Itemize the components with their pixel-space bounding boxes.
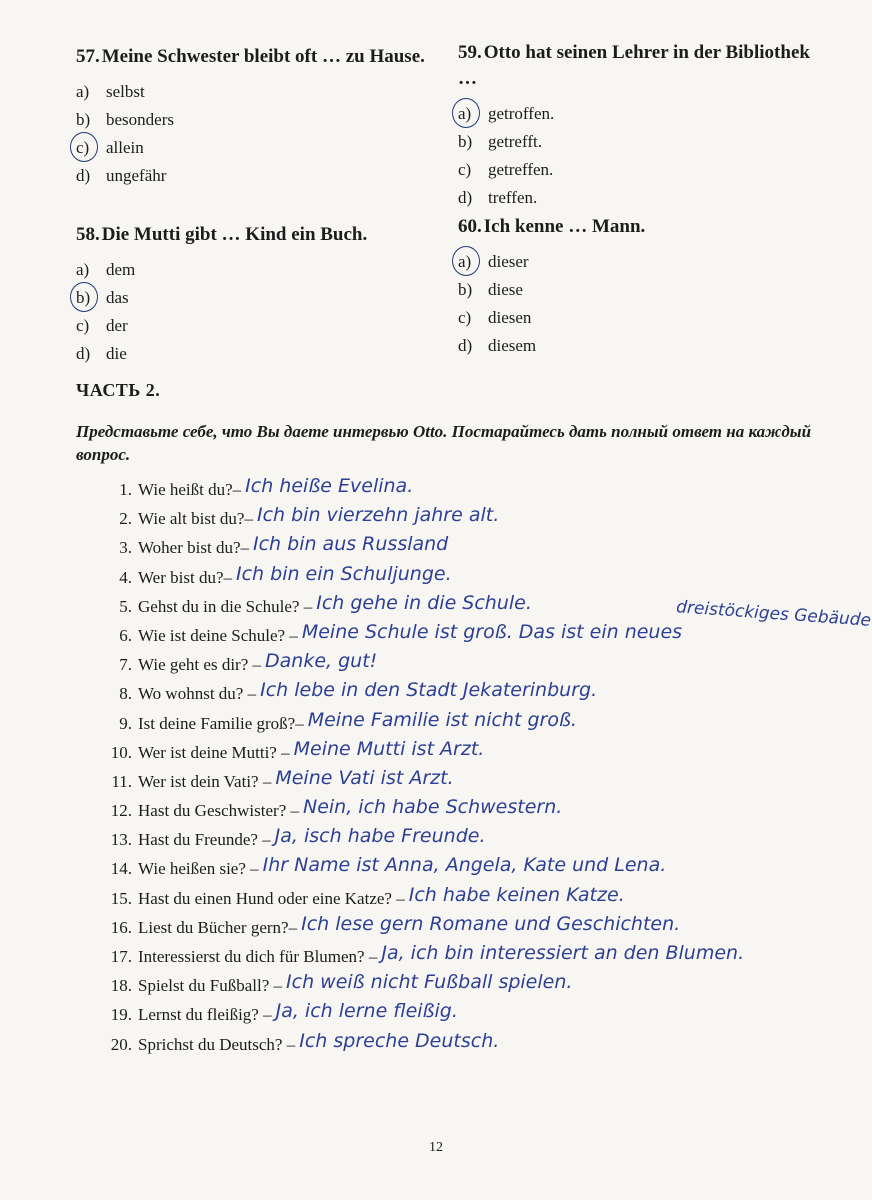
- interview-row: [104, 796, 864, 825]
- interview-row: [104, 1000, 864, 1029]
- interview-row: [104, 475, 864, 504]
- handwritten-answer: Meine Familie ist nicht groß.: [307, 708, 577, 731]
- handwritten-answer: Meine Vati ist Arzt.: [275, 766, 454, 789]
- handwritten-answer: Ich weiß nicht Fußball spielen.: [286, 971, 573, 994]
- question-number: 58.: [76, 224, 100, 245]
- question-stem: 59. Otto hat seinen Lehrer in der Bibliothek …: [458, 42, 810, 89]
- question-stem: 58. Die Mutti gibt … Kind ein Buch.: [76, 224, 368, 245]
- interview-row: [104, 621, 864, 650]
- question-stem: 57. Meine Schwester bleibt oft … zu Hause.: [76, 46, 425, 67]
- option-list: [458, 248, 828, 360]
- interview-row: [104, 563, 864, 592]
- handwritten-answer: Ich habe keinen Katze.: [408, 883, 625, 906]
- question-number: 15.: [110, 888, 132, 908]
- interview-list: [104, 475, 864, 1059]
- option-letter: d): [76, 166, 91, 185]
- question-number: 57.: [76, 46, 100, 67]
- option-letter: b): [458, 280, 473, 299]
- question-number: 19.: [110, 1005, 132, 1025]
- interview-row: [104, 709, 864, 738]
- handwritten-answer: Nein, ich habe Schwestern.: [303, 796, 563, 819]
- handwritten-answer: Meine Mutti ist Arzt.: [293, 737, 485, 760]
- interview-row: [104, 533, 864, 562]
- handwritten-answer: Ich lese gern Romane und Geschichten.: [301, 912, 681, 935]
- interview-row: [104, 913, 864, 942]
- interview-question: Wie ist deine Schule? –: [138, 625, 298, 645]
- handwritten-answer: Ihr Name ist Anna, Angela, Kate und Lena.: [262, 854, 667, 877]
- option-text: ungefähr: [106, 166, 167, 185]
- option-letter: b): [76, 110, 91, 129]
- interview-question: Ist deine Familie groß?–: [138, 713, 304, 733]
- option-text: das: [106, 288, 129, 307]
- section-instruction: Представьте себе, что Вы даете интервью Otto. Постарайтесь дать полный ответ на каждый вопрос.: [76, 422, 812, 464]
- interview-question: Interessierst du dich für Blumen? –: [138, 947, 378, 966]
- interview-question: Gehst du in die Schule? –: [138, 596, 313, 616]
- interview-question: Spielst du Fußball? –: [138, 976, 283, 996]
- option-text: allein: [106, 138, 144, 157]
- option-text: der: [106, 316, 128, 335]
- option-item: [458, 100, 828, 128]
- option-text: dem: [106, 260, 136, 279]
- question-60: [458, 214, 828, 360]
- question-number: 4.: [119, 567, 132, 587]
- option-letter: b): [76, 284, 100, 312]
- interview-question: Wie heißt du?–: [138, 480, 242, 499]
- question-number: 7.: [119, 655, 132, 675]
- handwritten-answer: Ich spreche Deutsch.: [299, 1029, 500, 1052]
- handwritten-answer: Ich bin aus Russland: [253, 533, 449, 556]
- handwritten-answer: Ja, ich bin interessiert an den Blumen.: [381, 942, 745, 964]
- interview-question: Wie heißen sie? –: [138, 859, 259, 879]
- interview-question: Liest du Bücher gern?–: [138, 917, 298, 937]
- answer-circle-mark: [452, 246, 480, 276]
- question-number: 3.: [119, 538, 132, 558]
- option-item: [458, 248, 828, 276]
- handwritten-answer: Ich heiße Evelina.: [245, 475, 414, 497]
- question-57: [76, 44, 446, 190]
- interview-row: [104, 884, 864, 913]
- option-letter: a): [458, 248, 482, 276]
- option-item: [76, 312, 446, 340]
- interview-question: Wie geht es dir? –: [138, 655, 261, 675]
- option-text: getreffen.: [488, 160, 554, 179]
- interview-question: Wer ist deine Mutti? –: [138, 742, 290, 762]
- interview-row: [104, 767, 864, 796]
- option-letter: a): [458, 100, 482, 128]
- question-number: 16.: [110, 917, 132, 937]
- question-number: 9.: [119, 713, 132, 733]
- option-text: getrefft.: [488, 132, 542, 151]
- handwritten-answer: Ich lebe in den Stadt Jekaterinburg.: [260, 679, 598, 702]
- interview-row: [104, 504, 864, 533]
- option-letter: c): [458, 160, 472, 179]
- interview-row: [104, 1030, 864, 1059]
- interview-question: Woher bist du?–: [138, 538, 249, 558]
- option-letter: a): [76, 260, 90, 279]
- question-number: 13.: [110, 830, 132, 850]
- question-number: 2.: [119, 509, 132, 529]
- option-item: [458, 184, 828, 212]
- question-number: 1.: [119, 480, 132, 499]
- page-number: 12: [429, 1140, 443, 1155]
- option-item: [76, 134, 446, 162]
- option-item: [458, 128, 828, 156]
- question-number: 14.: [110, 859, 132, 879]
- interview-row: [104, 854, 864, 883]
- interview-question: Hast du einen Hund oder eine Katze? –: [138, 888, 405, 908]
- interview-row: [104, 679, 864, 708]
- interview-row: [104, 650, 864, 679]
- option-letter: c): [76, 316, 90, 335]
- interview-question: Wo wohnst du? –: [138, 684, 257, 704]
- option-text: getroffen.: [488, 104, 555, 123]
- option-item: [76, 340, 446, 368]
- question-number: 11.: [111, 771, 132, 791]
- option-letter: d): [458, 188, 473, 207]
- option-text: die: [106, 344, 127, 363]
- interview-question: Hast du Freunde? –: [138, 830, 271, 850]
- option-item: [76, 78, 446, 106]
- question-number: 5.: [119, 596, 132, 616]
- answer-circle-mark: [70, 132, 98, 162]
- handwritten-insertion: dreistöckiges Gebäude: [675, 597, 872, 631]
- option-letter: d): [76, 344, 91, 363]
- question-58: [76, 222, 446, 368]
- option-list: [458, 100, 828, 212]
- option-text: diesem: [488, 336, 537, 355]
- interview-row: [104, 942, 864, 971]
- option-letter: b): [458, 132, 473, 151]
- question-number: 17.: [110, 947, 132, 966]
- question-59: [458, 40, 828, 212]
- option-text: besonders: [106, 110, 174, 129]
- interview-row: [104, 825, 864, 854]
- interview-question: Wer ist dein Vati? –: [138, 771, 272, 791]
- handwritten-answer: Ja, ich lerne fleißig.: [275, 1000, 458, 1023]
- option-text: treffen.: [488, 188, 538, 207]
- option-item: [76, 162, 446, 190]
- option-list: [76, 78, 446, 190]
- interview-question: Wer bist du?–: [138, 567, 232, 587]
- option-list: [76, 256, 446, 368]
- question-number: 18.: [110, 976, 132, 996]
- question-stem: 60. Ich kenne … Mann.: [458, 216, 646, 237]
- question-number: 10.: [110, 742, 132, 762]
- answer-circle-mark: [452, 98, 480, 128]
- question-number: 12.: [110, 801, 132, 821]
- option-item: [458, 332, 828, 360]
- option-item: [76, 106, 446, 134]
- option-item: [76, 284, 446, 312]
- handwritten-answer: Ich bin vierzehn jahre alt.: [256, 504, 500, 527]
- section-title: ЧАСТЬ 2.: [76, 380, 161, 400]
- option-text: diesen: [488, 308, 532, 327]
- handwritten-answer: Danke, gut!: [265, 650, 378, 673]
- answer-circle-mark: [70, 282, 98, 312]
- option-letter: c): [458, 308, 472, 327]
- option-letter: a): [76, 82, 90, 101]
- question-number: 60.: [458, 216, 482, 237]
- option-text: selbst: [106, 82, 145, 101]
- handwritten-answer: Ja, isch habe Freunde.: [274, 825, 486, 848]
- option-letter: d): [458, 336, 473, 355]
- question-number: 6.: [119, 625, 132, 645]
- option-text: diese: [488, 280, 523, 299]
- interview-question: Wie alt bist du?–: [138, 509, 253, 529]
- interview-row: [104, 971, 864, 1000]
- option-text: dieser: [488, 252, 529, 271]
- handwritten-answer: Ich bin ein Schuljunge.: [236, 562, 452, 585]
- question-number: 59.: [458, 42, 482, 63]
- question-number: 20.: [110, 1034, 132, 1054]
- option-item: [458, 276, 828, 304]
- interview-question: Lernst du fleißig? –: [138, 1005, 272, 1025]
- option-letter: c): [76, 134, 100, 162]
- option-item: [76, 256, 446, 284]
- handwritten-answer: Ich gehe in die Schule.: [316, 591, 532, 614]
- interview-row: [104, 738, 864, 767]
- interview-question: Sprichst du Deutsch? –: [138, 1034, 296, 1054]
- question-number: 8.: [119, 684, 132, 704]
- option-item: [458, 156, 828, 184]
- interview-question: Hast du Geschwister? –: [138, 801, 299, 821]
- option-item: [458, 304, 828, 332]
- handwritten-answer: Meine Schule ist groß. Das ist ein neues: [301, 620, 683, 643]
